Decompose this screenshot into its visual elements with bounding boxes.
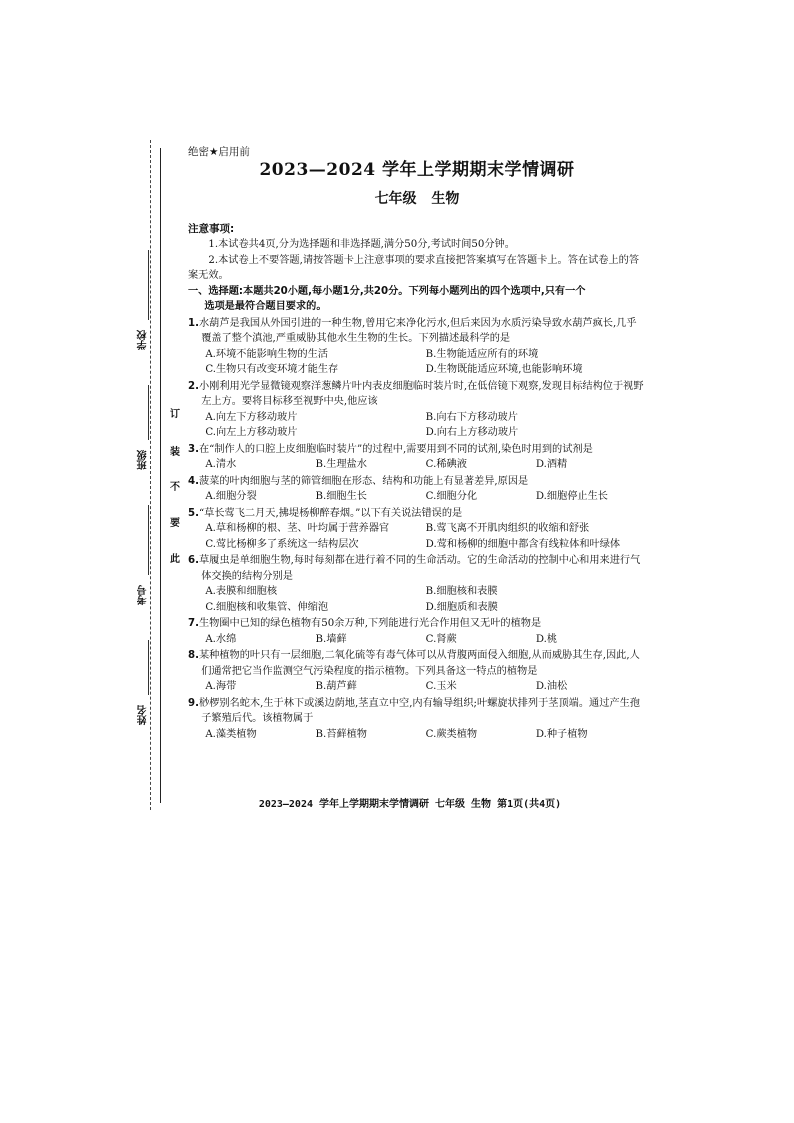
question-text: 在“制作人的口腔上皮细胞临时装片”的过程中,需要用到不同的试剂,染色时用到的试剂是 [198,443,593,455]
answer-option: B.葫芦藓 [315,681,357,692]
answer-option: C.蕨类植物 [425,728,478,740]
answer-option: B.苔藓植物 [315,728,367,740]
answer-option: B.细胞核和表膜 [425,586,498,597]
question-text: 草履虫是单细胞生物,每时每刻都在进行着不同的生命活动。它的生命活动的控制中心和用来进行气体交换的结构分别是 [198,555,641,582]
exam-number-label: 考号 [138,585,149,605]
question-item [188,616,646,647]
option-group [188,521,646,552]
answer-option: A.水绵 [205,633,237,645]
class-label: 班级 [138,450,149,470]
answer-option: D.细胞质和表膜 [425,601,498,613]
answer-option: A.细胞分裂 [205,491,257,502]
question-number: 1. [188,317,199,329]
answer-option: A.藻类植物 [205,728,257,740]
school-label: 学校 [138,330,149,350]
question-text: 某种植物的叶只有一层细胞,二氧化硫等有毒气体可以从背腹两面侵入细胞,从而威胁其生存,因此,人们通常把它当作监测空气污染程度的指示植物。下列具备这一特点的植物是 [198,650,640,677]
answer-option: D.酒精 [535,459,568,470]
seal-char: 要 [170,518,180,529]
question-number: 4. [188,475,199,487]
page-footer: 2023—2024 学年上学期期末学情调研 七年级 生物 第1页(共4页) [258,799,562,810]
answer-option: D.细胞停止生长 [535,491,608,502]
answer-option: C.肾蕨 [425,633,457,645]
question-text: 桫椤别名蛇木,生于林下或溪边荫地,茎直立中空,内有输导组织;叶螺旋状排列于茎顶端。通过产生孢子繁殖后代。该植物属于 [198,697,640,724]
option-group [188,679,646,695]
answer-option: B.生物能适应所有的环境 [425,348,539,360]
answer-option: D.向右上方移动玻片 [425,427,519,438]
answer-option: C.向左上方移动玻片 [205,427,298,438]
seal-char: 不 [170,482,180,493]
question-item [188,442,646,473]
answer-option: B.细胞生长 [315,491,367,502]
question-text: 生物圈中已知的绿色植物有50余万种,下列能进行光合作用但又无叶的植物是 [198,618,542,629]
question-item [188,316,646,378]
option-group [188,347,646,378]
answer-option: B.生理盐水 [315,459,367,470]
question-stem [188,442,646,458]
notice-item: 1.本试卷共4页,分为选择题和非选择题,满分50分,考试时间50分钟。 [208,239,515,250]
seal-char: 此 [170,554,180,565]
question-stem [188,616,646,632]
exam-title: 2023—2024 学年上学期期末学情调研 [259,159,575,180]
question-number: 6. [188,555,199,566]
answer-option: C.莺比杨柳多了系统这一结构层次 [205,538,359,550]
question-item [188,379,646,441]
question-item [188,696,646,743]
question-number: 9. [188,697,199,709]
school-blank [148,250,149,320]
name-blank [148,640,149,695]
answer-option: C.稀碘液 [425,459,467,470]
binding-solid-line [160,148,161,803]
answer-option: A.草和杨柳的根、茎、叶均属于营养器官 [205,523,390,534]
option-group [188,410,646,441]
class-blank [148,385,149,440]
answer-option: C.细胞分化 [425,491,478,502]
notice-heading: 注意事项: [188,222,235,235]
section-heading-line2: 选项是最符合题目要求的。 [204,301,327,312]
question-text: 水葫芦是我国从外国引进的一种生物,曾用它来净化污水,但后来因为水质污染导致水葫芦疯长,几乎覆盖了整个滇池,严重威胁其他水生生物的生长。下列描述最科学的是 [198,317,637,344]
question-text: 小刚利用光学显微镜观察洋葱鳞片叶内表皮细胞临时装片时,在低倍镜下观察,发现目标结构位于视野左上方。要将目标移至视野中央,他应该 [198,380,644,407]
option-group [188,489,646,505]
question-stem [188,316,646,347]
question-item [188,648,646,695]
answer-option: D.生物既能适应环境,也能影响环境 [425,364,583,375]
option-group [188,457,646,473]
secret-mark: 绝密★启用前 [188,146,250,158]
answer-option: A.环境不能影响生物的生活 [205,348,328,360]
answer-option: A.清水 [205,459,237,470]
question-stem [188,553,646,584]
question-stem [188,506,646,522]
exam-subtitle: 七年级 生物 [374,191,460,207]
answer-option: D.莺和杨柳的细胞中都含有线粒体和叶绿体 [425,538,621,550]
seal-char: 订 [170,409,180,420]
answer-option: A.向左下方移动玻片 [205,411,298,423]
option-group [188,632,646,648]
question-text: 菠菜的叶肉细胞与茎的筛管细胞在形态、结构和功能上有显著差异,原因是 [198,475,529,487]
section-heading-line1: 一、选择题:本题共20小题,每小题1分,共20分。下列每小题列出的四个选项中,只有一个 [188,285,586,297]
question-number: 8. [188,650,199,661]
question-number: 5. [188,507,199,519]
question-stem [188,648,646,679]
answer-option: B.墙藓 [315,633,347,645]
answer-option: C.生物只有改变环境才能生存 [205,364,339,375]
option-group [188,727,646,743]
option-group [188,584,646,615]
question-number: 7. [188,618,199,629]
answer-option: C.细胞核和收集管、伸缩泡 [205,601,329,613]
answer-option: D.种子植物 [535,728,588,740]
question-item [188,553,646,615]
exam-number-blank [148,505,149,575]
question-item [188,474,646,505]
answer-option: B.莺飞离不开肌肉组织的收缩和舒张 [425,523,590,534]
question-stem [188,379,646,410]
seal-char: 装 [170,447,180,458]
question-list [188,316,646,743]
question-item [188,506,646,553]
answer-option: D.桃 [535,633,558,645]
question-number: 2. [188,380,199,392]
answer-option: A.海带 [205,681,237,692]
answer-option: C.玉米 [425,681,457,692]
answer-option: A.表膜和细胞核 [205,586,278,597]
name-label: 姓名 [138,705,149,725]
exam-content [188,145,646,742]
question-number: 3. [188,443,199,455]
answer-option: B.向右下方移动玻片 [425,411,518,423]
answer-option: D.油松 [535,681,568,692]
section-heading [188,284,646,315]
question-stem [188,696,646,727]
notice-item: 2.本试卷上不要答题,请按答题卡上注意事项的要求直接把答案填写在答题卡上。答在试卷上的答案无效。 [188,254,640,281]
question-text: “草长莺飞二月天,拂堤杨柳醉春烟。”以下有关说法错误的是 [198,507,463,519]
question-stem [188,474,646,490]
